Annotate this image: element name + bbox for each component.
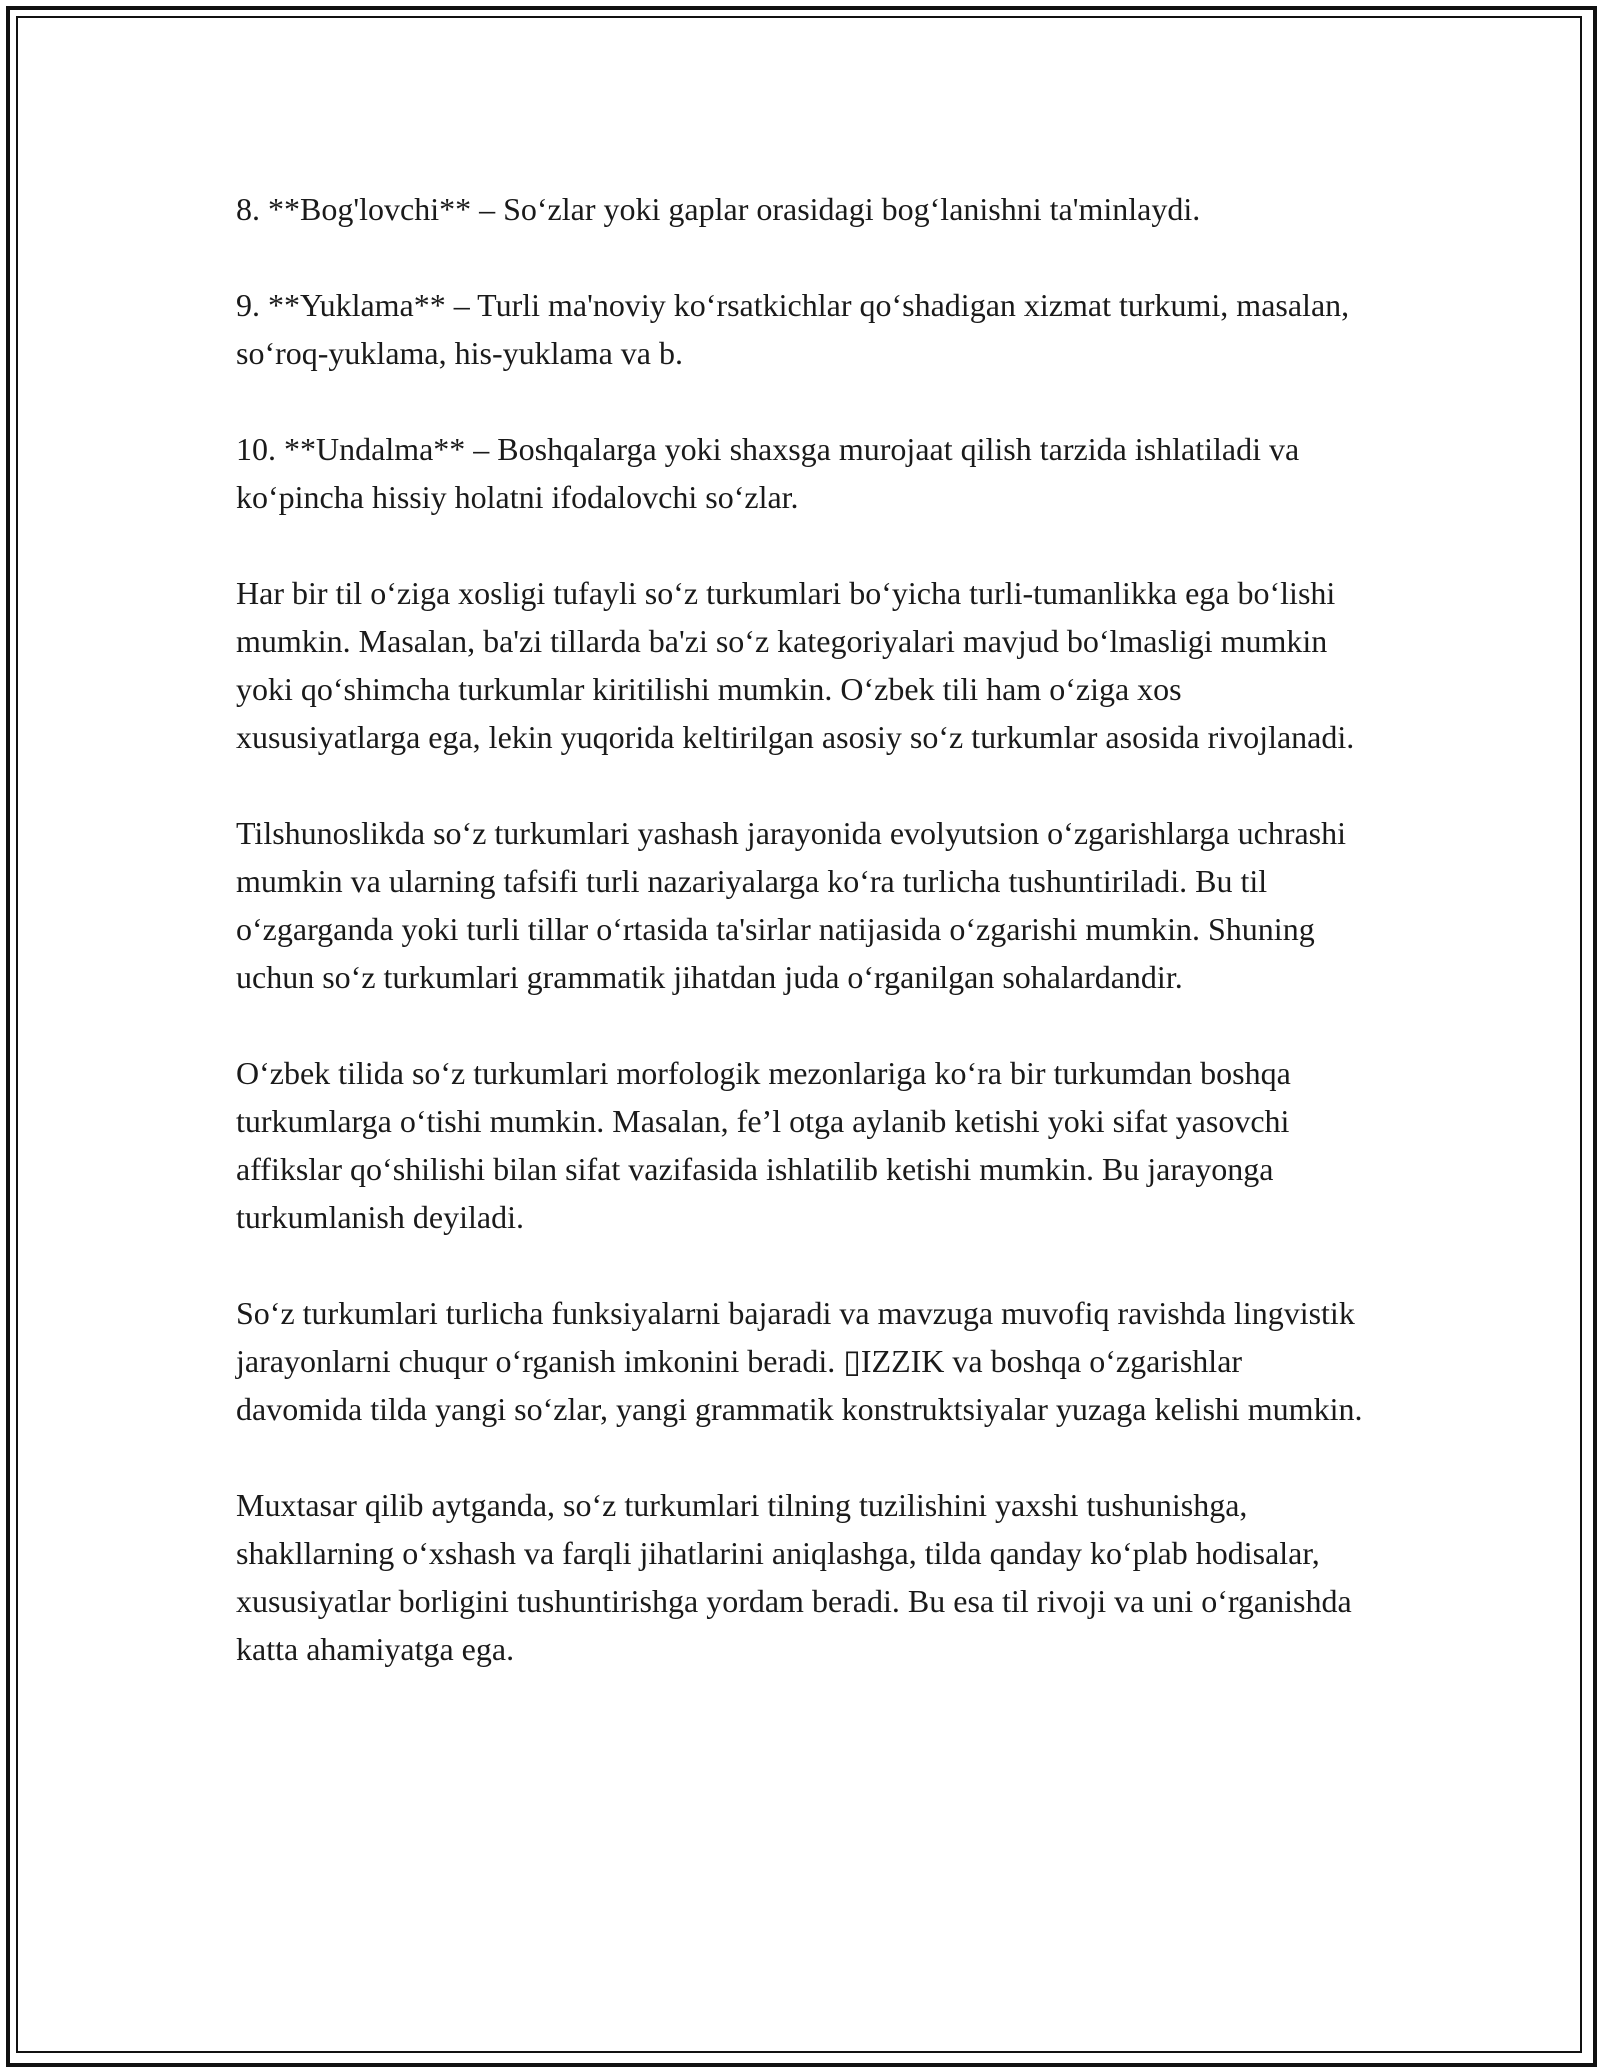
paragraph-tilshunoslikda: Tilshunoslikda so‘z turkumlari yashash jarayonida evolyutsion o‘zgarishlarga uchrashi mumkin va ularning tafsifi turli nazariyalarga ko‘ra turlicha tushuntiriladi. Bu til o‘zgarganda yoki turli tillar o‘rtasida ta'sirlar natijasida o‘zgarishi mumkin. Shuning uchun so‘z turkumlari grammatik jihatdan juda o‘rganilgan sohalardandir.: [236, 815, 1347, 995]
paragraph-yuklama: 9. **Yuklama** – Turli ma'noviy ko‘rsatkichlar qo‘shadigan xizmat turkumi, masalan, so‘roq-yuklama, his-yuklama va b.: [236, 287, 1350, 371]
paragraph-ozbek-tilida: O‘zbek tilida so‘z turkumlari morfologik mezonlariga ko‘ra bir turkumdan boshqa turkumlarga o‘tishi mumkin. Masalan, fe’l otga aylanib ketishi yoki sifat yasovchi affikslar qo‘shilishi bilan sifat vazifasida ishlatilib ketishi mumkin. Bu jarayonga turkumlanish deyiladi.: [236, 1055, 1291, 1235]
paragraph-muxtasar: Muxtasar qilib aytganda, so‘z turkumlari tilning tuzilishini yaxshi tushunishga, shakllarning o‘xshash va farqli jihatlarini aniqlashga, tilda qanday ko‘plab hodisalar, xususiyatlar borligini tushuntirishga yordam beradi. Bu esa til rivoji va uni o‘rganishda katta ahamiyatga ega.: [236, 1487, 1352, 1667]
paragraph-boglovchi: 8. **Bog'lovchi** – So‘zlar yoki gaplar orasidagi bog‘lanishni ta'minlaydi.: [236, 191, 1201, 227]
document-body: [236, 185, 1366, 1721]
paragraph-undalma: 10. **Undalma** – Boshqalarga yoki shaxsga murojaat qilish tarzida ishlatiladi va ko‘pincha hissiy holatni ifodalovchi so‘zlar.: [236, 431, 1300, 515]
paragraph-har-bir-til: Har bir til o‘ziga xosligi tufayli so‘z turkumlari bo‘yicha turli-tumanlikka ega bo‘lishi mumkin. Masalan, ba'zi tillarda ba'zi so‘z kategoriyalari mavjud bo‘lmasligi mumkin yoki qo‘shimcha turkumlar kiritilishi mumkin. O‘zbek tili ham o‘ziga xos xususiyatlarga ega, lekin yuqorida keltirilgan asosiy so‘z turkumlar asosida rivojlanadi.: [236, 575, 1355, 755]
paragraph-soz-turkumlari: So‘z turkumlari turlicha funksiyalarni bajaradi va mavzuga muvofiq ravishda lingvistik jarayonlarni chuqur o‘rganish imkonini beradi. ▯IZZIK va boshqa o‘zgarishlar davomida tilda yangi so‘zlar, yangi grammatik konstruktsiyalar yuzaga kelishi mumkin.: [236, 1295, 1363, 1427]
